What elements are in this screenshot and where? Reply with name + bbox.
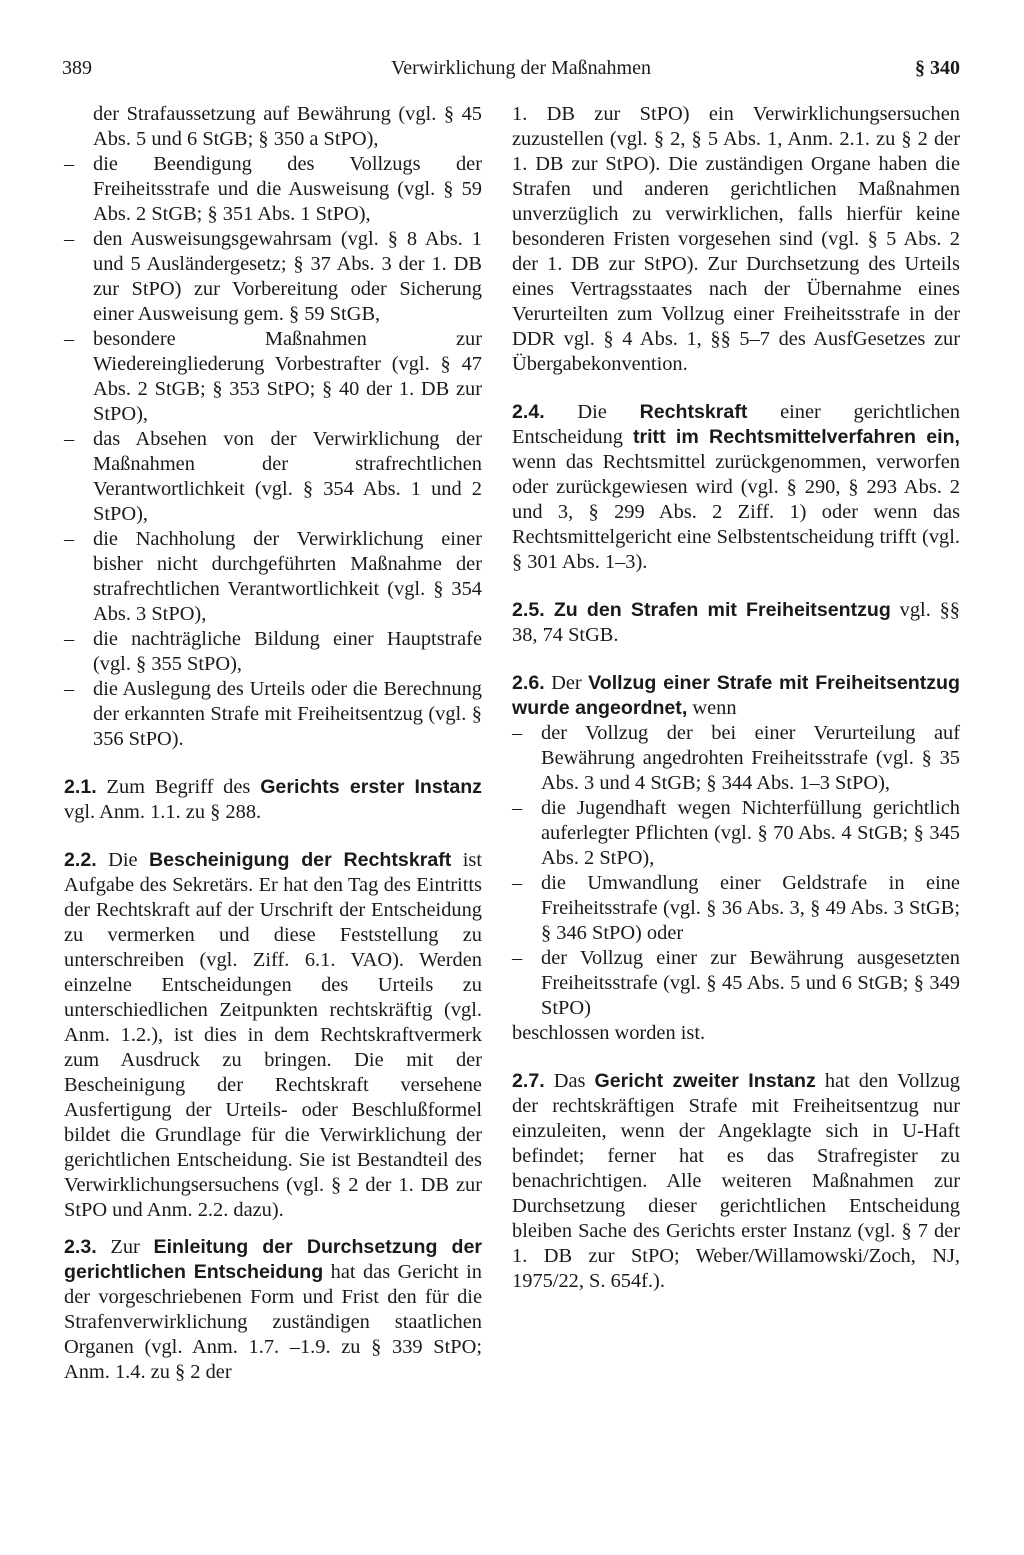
paragraph-2-4: 2.4. Die Rechtskraft einer gerichtlichen Entscheidung tritt im Rechtsmittelverfahren ein, wenn das Rechtsmittel zurückgenommen, verworfen oder zurückgewiesen wird (vgl. § 290, § 293 Abs. 2 und 3, § 299 Abs. 2 Ziff. 1) oder wenn das Rechtsmittelgericht eine Selbstentscheidung trifft (vgl. § 301 Abs. 1–3). <box>512 401 960 573</box>
continuation-text: der Strafaussetzung auf Bewährung (vgl. § 45 Abs. 5 und 6 StGB; § 350 a StPO), <box>93 103 482 150</box>
paragraph-number: 2.6. <box>512 672 545 694</box>
list-item: – die Auslegung des Urteils oder die Berechnung der erkannten Strafe mit Freiheitsentzug (vgl. § 356 StPO). <box>64 677 482 752</box>
page-header <box>62 56 960 86</box>
closing-text: beschlossen worden ist. <box>512 1022 706 1044</box>
paragraph-number: 2.1. <box>64 776 97 798</box>
list-item: – die Jugendhaft wegen Nichterfüllung gerichtlich auferlegter Pflichten (vgl. § 70 Abs. 4 StGB; § 345 Abs. 2 StPO), <box>512 796 960 871</box>
running-title: Verwirklichung der Maßnahmen <box>391 57 651 79</box>
list-item: – besondere Maßnahmen zur Wiedereingliederung Vorbestrafter (vgl. § 47 Abs. 2 StGB; § 353 StPO; § 40 der 1. DB zur StPO), <box>64 327 482 427</box>
page-number: 389 <box>62 57 92 79</box>
right-column <box>512 102 960 1294</box>
bold-term: Gericht zweiter Instanz <box>594 1070 816 1092</box>
paragraph-number: 2.3. <box>64 1236 97 1258</box>
bold-term: Gerichts erster Instanz <box>260 776 482 798</box>
bold-term: Rechtskraft <box>639 401 748 423</box>
paragraph-number: 2.7. <box>512 1070 545 1092</box>
bold-term: tritt im Rechtsmittelverfahren ein, <box>632 426 960 448</box>
paragraph-2-6: 2.6. Der Vollzug einer Strafe mit Freiheitsentzug wurde angeordnet, wenn <box>512 672 960 719</box>
paragraph-number: 2.4. <box>512 401 545 423</box>
left-column <box>64 102 482 1385</box>
bold-term: Bescheinigung der Rechtskraft <box>149 849 452 871</box>
bold-term: Einleitung der Durchsetzung der gerichtlichen Entscheidung <box>64 1236 482 1283</box>
execution-list <box>512 721 960 1021</box>
paragraph-2-7: 2.7. Das Gericht zweiter Instanz hat den Vollzug der rechtskräftigen Strafe mit Freiheitsentzug nur einzuleiten, wenn der Angeklagte sich in U-Haft befindet; ferner hat es das Strafregister zu benachrichtigen. Alle weiteren Maßnahmen zur Durchsetzung dieser gerichtlichen Entscheidung bleiben Sache des Gerichts erster Instanz (vgl. § 7 der 1. DB zur StPO; Weber/Willamowski/Zoch, NJ, 1975/22, S. 654f.). <box>512 1070 960 1292</box>
list-item: – das Absehen von der Verwirklichung der Maßnahmen der strafrechtlichen Verantwortlichkeit (vgl. § 354 Abs. 1 und 2 StPO), <box>64 427 482 527</box>
list-item: – die nachträgliche Bildung einer Hauptstrafe (vgl. § 355 StPO), <box>64 627 482 677</box>
bold-term: Zu den Strafen mit Freiheitsentzug <box>544 599 891 621</box>
list-item: – die Nachholung der Verwirklichung einer bisher nicht durchgeführten Maßnahme der strafrechtlichen Verantwortlichkeit (vgl. § 354 Abs. 3 StPO), <box>64 527 482 627</box>
measure-list <box>64 152 482 752</box>
paragraph-2-5: 2.5. Zu den Strafen mit Freiheitsentzug vgl. §§ 38, 74 StGB. <box>512 599 960 646</box>
paragraph-2-1: 2.1. Zum Begriff des Gerichts erster Instanz vgl. Anm. 1.1. zu § 288. <box>64 776 482 823</box>
section-number: § 340 <box>915 57 960 79</box>
paragraph-2-3: 2.3. Zur Einleitung der Durchsetzung der gerichtlichen Entscheidung hat das Gericht in der vorgeschriebenen Form und Frist den für die Strafenverwirklichung zuständigen staatlichen Organen (vgl. Anm. 1.7. –1.9. zu § 339 StPO; Anm. 1.4. zu § 2 der <box>64 1236 482 1383</box>
continuation-text: 1. DB zur StPO) ein Verwirklichungsersuchen zuzustellen (vgl. § 2, § 5 Abs. 1, Anm. 2.1. zu § 2 der 1. DB zur StPO). Die zuständigen Organe haben die Strafen und anderen gerichtlichen Maßnahmen unverzüglich zu verwirklichen, falls hierfür keine besonderen Fristen vorgesehen sind (vgl. § 5 Abs. 2 der 1. DB zur StPO). Zur Durchsetzung des Urteils eines Vertragsstaates nach der Übernahme eines Verurteilten zum Vollzug einer Freiheitsstrafe in der DDR vgl. § 4 Abs. 1, §§ 5–7 des AusfGesetzes zur Übergabekonvention. <box>512 103 960 375</box>
list-item: – die Umwandlung einer Geldstrafe in eine Freiheitsstrafe (vgl. § 36 Abs. 3, § 49 Abs. 3 StGB; § 346 StPO) oder <box>512 871 960 946</box>
bold-term: Vollzug einer Strafe mit Freiheitsentzug wurde angeordnet, <box>512 672 960 719</box>
paragraph-2-2: 2.2. Die Bescheinigung der Rechtskraft ist Aufgabe des Sekretärs. Er hat den Tag des Eintritts der Rechtskraft auf der Urschrift der Entscheidung zu vermerken und diese Feststellung zu unterschreiben (vgl. Ziff. 6.1. VAO). Werden einzelne Entscheidungen des Urteils zu unterschiedlichen Zeitpunkten rechtskräftig (vgl. Anm. 1.2.), ist dies in dem Rechtskraftvermerk zum Ausdruck zu bringen. Die mit der Bescheinigung der Rechtskraft versehene Ausfertigung der Urteils- oder Beschlußformel bildet die Grundlage für die Verwirklichung der gerichtlichen Entscheidung. Sie ist Bestandteil des Verwirklichungsersuchens (vgl. § 2 der 1. DB zur StPO und Anm. 2.2. dazu). <box>64 849 482 1221</box>
list-item: – der Vollzug der bei einer Verurteilung auf Bewährung angedrohten Freiheitsstrafe (vgl. § 35 Abs. 3 und 4 StGB; § 344 Abs. 1–3 StPO), <box>512 721 960 796</box>
paragraph-number: 2.5. <box>512 599 545 621</box>
paragraph-number: 2.2. <box>64 849 97 871</box>
list-item: – der Vollzug einer zur Bewährung ausgesetzten Freiheitsstrafe (vgl. § 45 Abs. 5 und 6 StGB; § 349 StPO) <box>512 946 960 1021</box>
list-item: – die Beendigung des Vollzugs der Freiheitsstrafe und die Ausweisung (vgl. § 59 Abs. 2 StGB; § 351 Abs. 1 StPO), <box>64 152 482 227</box>
list-item: – den Ausweisungsgewahrsam (vgl. § 8 Abs. 1 und 5 Ausländergesetz; § 37 Abs. 3 der 1. DB zur StPO) zur Vorbereitung oder Sicherung einer Ausweisung gem. § 59 StGB, <box>64 227 482 327</box>
